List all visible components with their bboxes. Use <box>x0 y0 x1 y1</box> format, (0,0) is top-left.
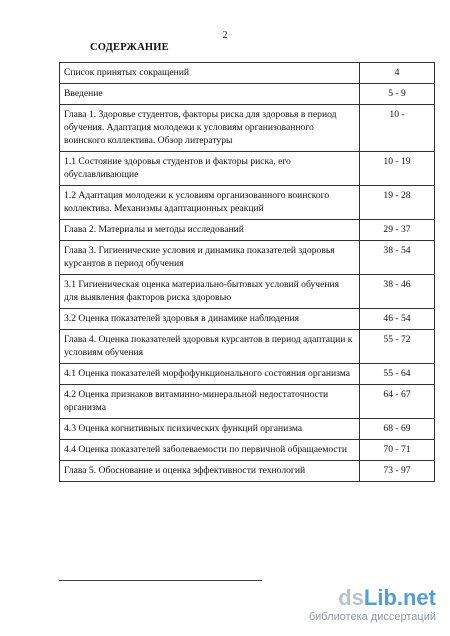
watermark-logo <box>309 586 436 610</box>
footnote-divider <box>59 580 262 581</box>
toc-row <box>60 419 435 440</box>
toc-row <box>60 275 435 309</box>
toc-row <box>60 364 435 385</box>
toc-entry-pages: 64 - 67 <box>360 385 435 419</box>
toc-entry-title: Глава 3. Гигиенические условия и динамика показателей здоровья курсантов в период обучения <box>60 241 360 275</box>
toc-entry-pages: 70 - 71 <box>360 440 435 461</box>
table-of-contents <box>59 62 435 482</box>
toc-entry-pages: 55 - 64 <box>360 364 435 385</box>
watermark-logo-ds: ds <box>338 585 364 610</box>
toc-entry-title: 4.3 Оценка когнитивных психических функций организма <box>60 419 360 440</box>
toc-row <box>60 440 435 461</box>
contents-heading: СОДЕРЖАНИЕ <box>90 42 169 53</box>
toc-entry-title: 1.2 Адаптация молодежи к условиям организованного воинского коллектива. Механизмы адаптационных реакций <box>60 186 360 220</box>
toc-entry-title: Глава 1. Здоровье студентов, факторы риска для здоровья в период обучения. Адаптация молодежи к условиям организованного воинского коллектива. Обзор литературы <box>60 105 360 152</box>
toc-row <box>60 309 435 330</box>
toc-entry-title: 4.2 Оценка признаков витаминно-минеральной недостаточности организма <box>60 385 360 419</box>
toc-entry-pages: 5 - 9 <box>360 84 435 105</box>
page-number: 2 <box>222 30 228 41</box>
toc-row <box>60 84 435 105</box>
toc-row <box>60 152 435 186</box>
watermark-subtitle: библиотека диссертаций <box>308 611 436 623</box>
toc-entry-title: Список принятых сокращений <box>60 63 360 84</box>
watermark-logo-lib: Lib.net <box>363 585 436 610</box>
toc-entry-pages: 4 <box>360 63 435 84</box>
toc-entry-title: 1.1 Состояние здоровья студентов и факторы риска, его обуславливающие <box>60 152 360 186</box>
toc-row <box>60 241 435 275</box>
toc-entry-pages: 38 - 54 <box>360 241 435 275</box>
toc-entry-title: 4.1 Оценка показателей морфофункционального состояния организма <box>60 364 360 385</box>
toc-entry-title: 3.1 Гигиеническая оценка материально-бытовых условий обучения для выявления факторов риска здоровью <box>60 275 360 309</box>
toc-entry-pages: 10 - 19 <box>360 152 435 186</box>
toc-row <box>60 385 435 419</box>
toc-row <box>60 220 435 241</box>
toc-entry-title: Глава 2. Материалы и методы исследований <box>60 220 360 241</box>
toc-entry-title: 4.4 Оценка показателей заболеваемости по первичной обращаемости <box>60 440 360 461</box>
toc-entry-title: 3.2 Оценка показателей здоровья в динамике наблюдения <box>60 309 360 330</box>
toc-entry-pages: 55 - 72 <box>360 330 435 364</box>
watermark <box>309 586 436 624</box>
toc-entry-pages: 73 - 97 <box>360 461 435 482</box>
toc-entry-title: Введение <box>60 84 360 105</box>
toc-row <box>60 105 435 152</box>
toc-row <box>60 330 435 364</box>
toc-row <box>60 461 435 482</box>
toc-entry-pages: 29 - 37 <box>360 220 435 241</box>
toc-entry-pages: 68 - 69 <box>360 419 435 440</box>
toc-entry-pages: 10 - <box>360 105 435 152</box>
toc-entry-pages: 38 - 46 <box>360 275 435 309</box>
toc-row <box>60 186 435 220</box>
toc-entry-pages: 19 - 28 <box>360 186 435 220</box>
toc-entry-title: Глава 4. Оценка показателей здоровья курсантов в период адаптации к условиям обучения <box>60 330 360 364</box>
toc-row <box>60 63 435 84</box>
toc-entry-pages: 46 - 54 <box>360 309 435 330</box>
toc-entry-title: Глава 5. Обоснование и оценка эффективности технологий <box>60 461 360 482</box>
